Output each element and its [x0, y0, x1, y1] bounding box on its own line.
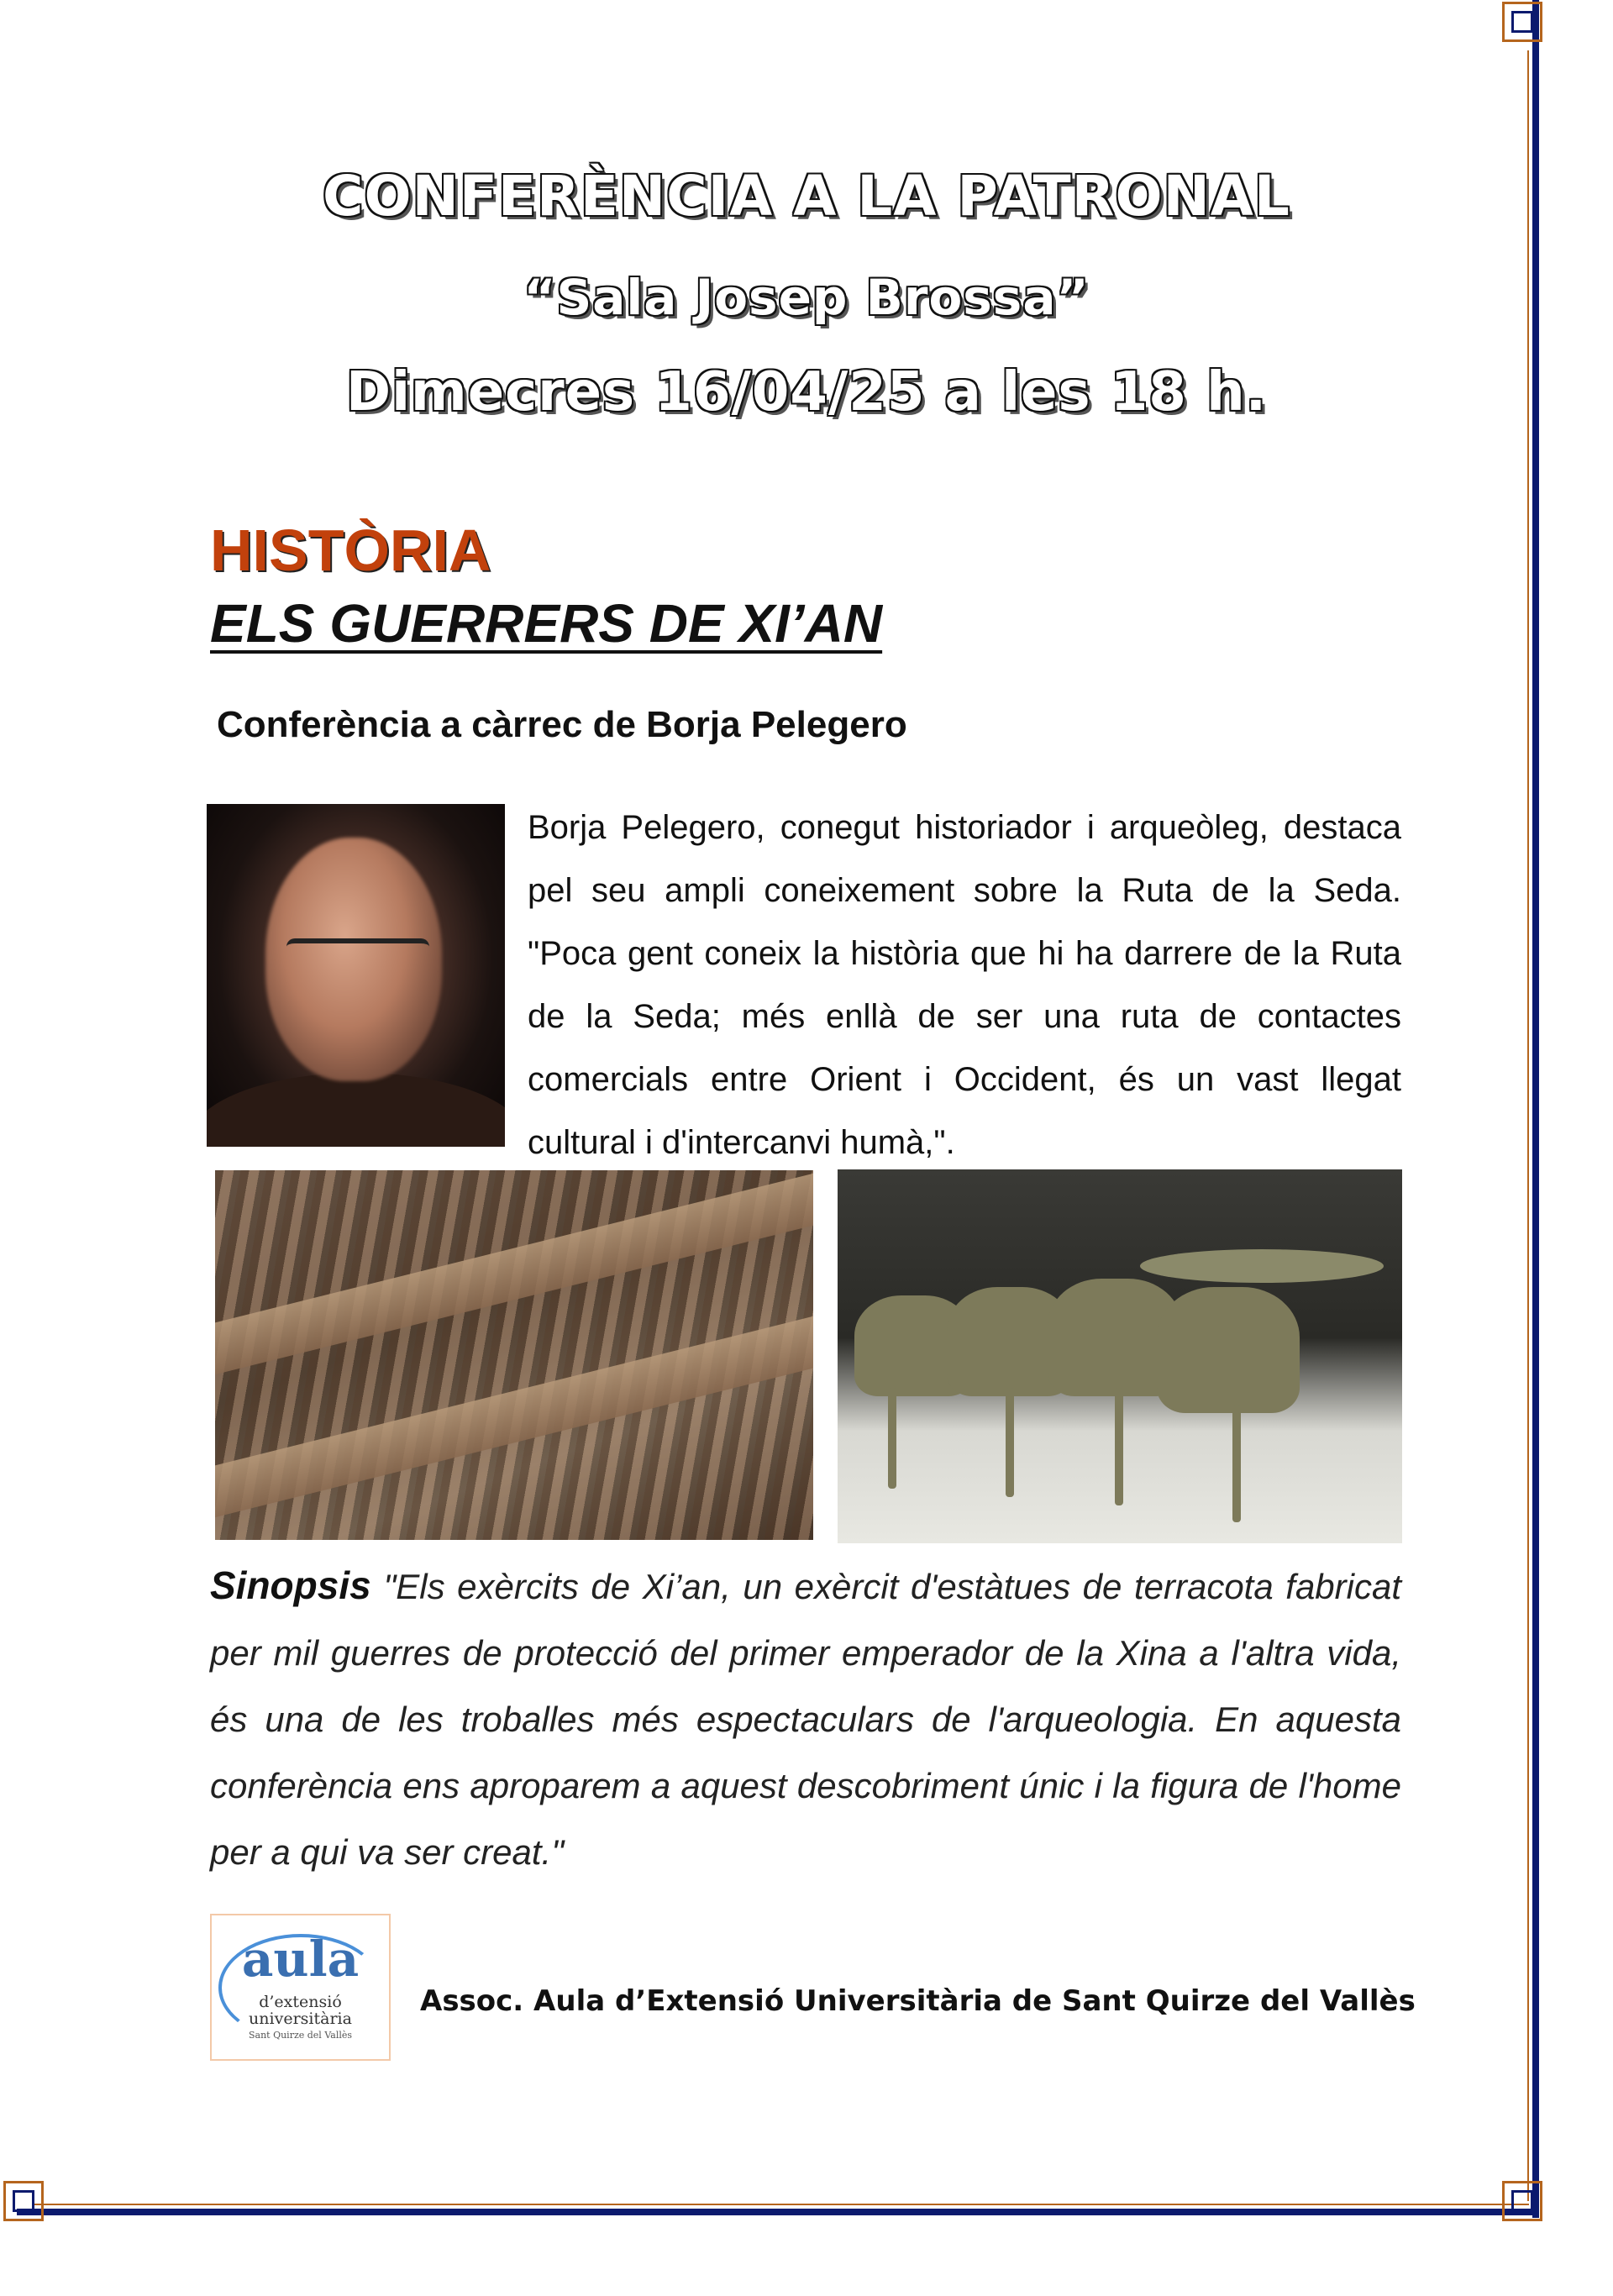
synopsis-label: Sinopsis	[210, 1563, 371, 1607]
association-logo	[210, 1914, 391, 2061]
event-venue: “Sala Josep Brossa”	[523, 269, 1090, 326]
topic-category: HISTÒRIA	[210, 518, 491, 583]
association-name: Assoc. Aula d’Extensió Universitària de Sant Quirze del Vallès	[420, 1984, 1416, 2018]
speaker-bio: Borja Pelegero, conegut historiador i arqueòleg, destaca pel seu ampli coneixement sobre la Ruta de la Seda. "Poca gent coneix la història que hi ha darrere de la Ruta de la Seda; més enllà de ser una ruta de contactes comercials entre Orient i Occident, és un vast llegat cultural i d'intercanvi humà,".	[528, 809, 1401, 1161]
synopsis-text: "Els exèrcits de Xi’an, un exèrcit d'estàtues de terracota fabricat per mil guerres de protecció del primer emperador de la Xina a l'altra vida, és una de les troballes més espectaculars de l'arqueologia. En aquesta conferència ens aproparem a aquest descobriment únic i la figura de l'home per a qui va ser creat."	[210, 1567, 1402, 1872]
event-title: CONFERÈNCIA A LA PATRONAL	[323, 164, 1290, 229]
speaker-line: Conferència a càrrec de Borja Pelegero	[217, 704, 907, 745]
terracotta-army-photo	[215, 1170, 813, 1540]
page-frame-right	[1532, 0, 1539, 2218]
logo-line-3: Sant Quirze del Vallès	[248, 2030, 353, 2041]
speaker-portrait	[207, 804, 505, 1147]
bronze-chariot-photo	[838, 1169, 1402, 1543]
frame-corner-ornament	[3, 2181, 44, 2221]
event-date: Dimecres 16/04/25 a les 18 h.	[345, 361, 1268, 423]
synopsis	[210, 1553, 1401, 1885]
page-frame-bottom	[17, 2209, 1539, 2215]
frame-corner-ornament	[1502, 2181, 1542, 2221]
logo-line-1: d’extensió	[259, 1993, 342, 2011]
topic-title: ELS GUERRERS DE XI’AN	[210, 593, 883, 654]
page-frame-bottom-inner	[34, 2204, 1529, 2205]
logo-word: aula	[241, 1931, 360, 1988]
logo-line-2: universitària	[249, 2010, 352, 2028]
frame-corner-ornament	[1502, 2, 1542, 42]
